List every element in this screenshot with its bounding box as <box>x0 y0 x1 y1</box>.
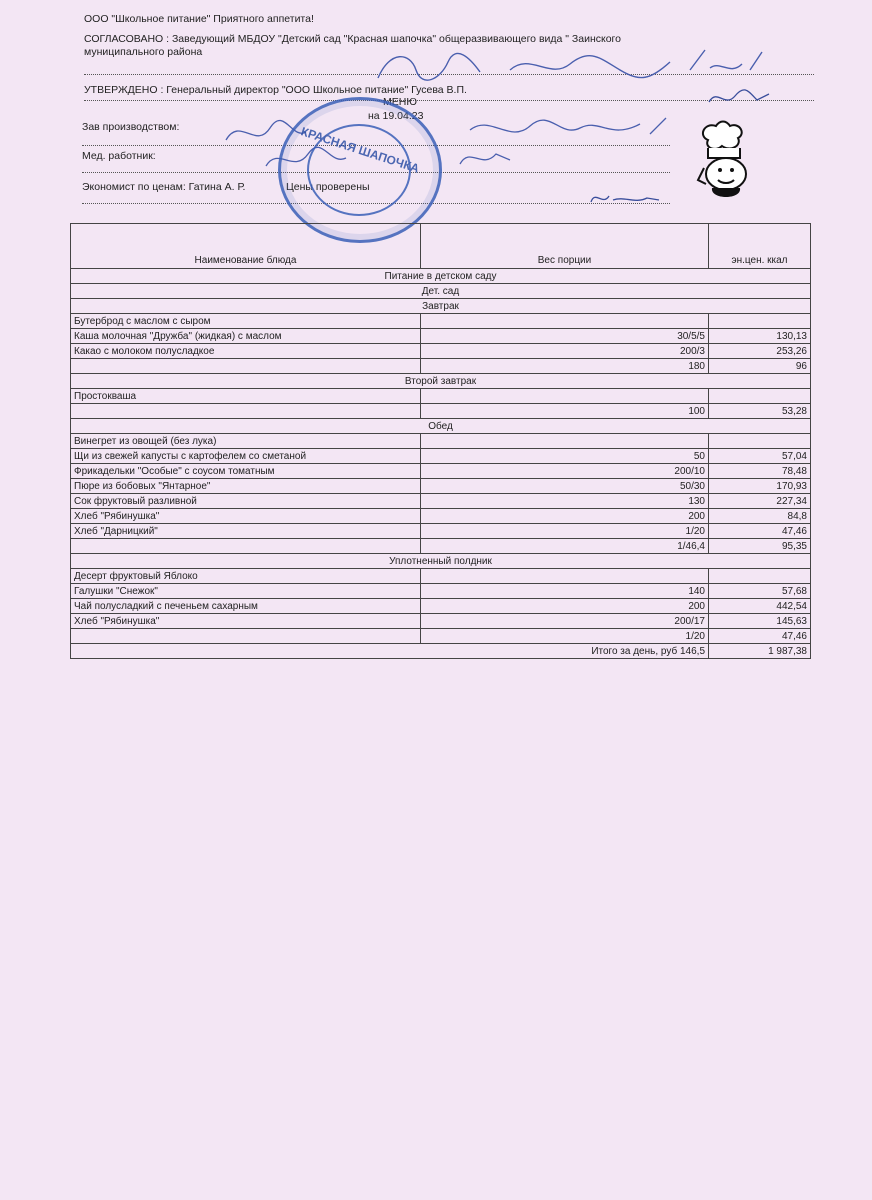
section-row <box>71 284 811 299</box>
table-row <box>71 464 811 479</box>
dish-weight: 1/20 <box>421 629 709 644</box>
table-row <box>71 329 811 344</box>
dish-name: Пюре из бобовых "Янтарное" <box>71 479 421 494</box>
table-row <box>71 539 811 554</box>
table-row <box>71 434 811 449</box>
dish-name: Какао с молоком полусладкое <box>71 344 421 359</box>
dish-energy: 53,28 <box>709 404 811 419</box>
table-row <box>71 359 811 374</box>
dish-energy: 170,93 <box>709 479 811 494</box>
dish-energy: 442,54 <box>709 599 811 614</box>
table-row <box>71 344 811 359</box>
dish-name: Хлеб "Дарницкий" <box>71 524 421 539</box>
handwritten-signature-agreed <box>370 40 770 90</box>
table-row <box>71 569 811 584</box>
dish-energy: 47,46 <box>709 629 811 644</box>
dish-name <box>71 539 421 554</box>
total-spacer <box>71 644 421 659</box>
dish-name <box>71 359 421 374</box>
section-title: Завтрак <box>71 299 811 314</box>
handwritten-signature-approved <box>705 84 775 110</box>
section-row-snack <box>71 554 811 569</box>
dish-energy: 78,48 <box>709 464 811 479</box>
dish-name: Фрикадельки "Особые" с соусом томатным <box>71 464 421 479</box>
table-row <box>71 449 811 464</box>
section-title: Второй завтрак <box>71 374 811 389</box>
menu-table <box>70 223 811 659</box>
dish-weight: 50 <box>421 449 709 464</box>
dish-name <box>71 404 421 419</box>
dish-weight <box>421 314 709 329</box>
dish-energy: 57,04 <box>709 449 811 464</box>
dish-weight <box>421 434 709 449</box>
dish-name: Щи из свежей капусты с картофелем со сметаной <box>71 449 421 464</box>
section-title: Питание в детском саду <box>71 269 811 284</box>
chef-logo-icon <box>690 118 762 210</box>
section-title: Дет. сад <box>71 284 811 299</box>
organization-stamp <box>278 97 442 243</box>
economist-label: Экономист по ценам: Гатина А. Р. <box>82 181 246 193</box>
dish-name: Винегрет из овощей (без лука) <box>71 434 421 449</box>
section-title: Уплотненный полдник <box>71 554 811 569</box>
table-row <box>71 614 811 629</box>
table-row <box>71 599 811 614</box>
dish-weight: 140 <box>421 584 709 599</box>
table-row <box>71 314 811 329</box>
dish-energy: 47,46 <box>709 524 811 539</box>
section-title: Обед <box>71 419 811 434</box>
dish-weight: 200/3 <box>421 344 709 359</box>
table-row <box>71 389 811 404</box>
total-label: Итого за день, руб 146,5 <box>421 644 709 659</box>
dish-energy: 227,34 <box>709 494 811 509</box>
dish-energy: 130,13 <box>709 329 811 344</box>
dish-energy <box>709 434 811 449</box>
table-header-row <box>71 224 811 269</box>
prices-checked-label: Цены проверены <box>286 181 370 193</box>
dish-energy: 96 <box>709 359 811 374</box>
table-row <box>71 629 811 644</box>
agreed-line-continued: муниципального района <box>84 46 203 58</box>
dish-name: Сок фруктовый разливной <box>71 494 421 509</box>
dish-weight: 100 <box>421 404 709 419</box>
dish-energy <box>709 569 811 584</box>
table-row <box>71 584 811 599</box>
dish-name: Каша молочная "Дружба" (жидкая) с маслом <box>71 329 421 344</box>
dish-energy: 57,68 <box>709 584 811 599</box>
production-manager-label: Зав производством: <box>82 121 180 133</box>
dish-energy: 84,8 <box>709 509 811 524</box>
menu-date: на 19.04.23 <box>368 110 424 122</box>
dish-name: Десерт фруктовый Яблоко <box>71 569 421 584</box>
dish-weight: 30/5/5 <box>421 329 709 344</box>
dish-weight: 1/20 <box>421 524 709 539</box>
stamp-text: КРАСНАЯ ШАПОЧКА <box>299 124 422 176</box>
total-value: 1 987,38 <box>709 644 811 659</box>
table-row <box>71 494 811 509</box>
dish-weight <box>421 389 709 404</box>
column-header-weight: Вес порции <box>421 224 709 269</box>
section-row-lunch <box>71 419 811 434</box>
dish-energy <box>709 314 811 329</box>
table-row <box>71 404 811 419</box>
section-row-second-breakfast <box>71 374 811 389</box>
dish-name: Чай полусладкий с печеньем сахарным <box>71 599 421 614</box>
dish-name: Галушки "Снежок" <box>71 584 421 599</box>
dish-name: Бутерброд с маслом с сыром <box>71 314 421 329</box>
dish-energy: 253,26 <box>709 344 811 359</box>
dish-energy: 145,63 <box>709 614 811 629</box>
dish-energy <box>709 389 811 404</box>
dish-weight <box>421 569 709 584</box>
dish-weight: 130 <box>421 494 709 509</box>
dish-weight: 180 <box>421 359 709 374</box>
dish-energy: 95,35 <box>709 539 811 554</box>
dish-weight: 200/10 <box>421 464 709 479</box>
dish-name <box>71 629 421 644</box>
dish-weight: 200 <box>421 509 709 524</box>
handwritten-signature-economist <box>585 186 665 210</box>
dish-weight: 1/46,4 <box>421 539 709 554</box>
menu-title: МЕНЮ <box>383 96 417 108</box>
dish-name: Простокваша <box>71 389 421 404</box>
section-row-breakfast <box>71 299 811 314</box>
agreed-line: СОГЛАСОВАНО : Заведующий МБДОУ "Детский сад "Красная шапочка" общеразвивающего вида " Заинского <box>84 33 621 45</box>
medic-label: Мед. работник: <box>82 150 156 162</box>
dish-name: Хлеб "Рябинушка" <box>71 614 421 629</box>
dish-weight: 50/30 <box>421 479 709 494</box>
column-header-energy: эн.цен. ккал <box>709 224 811 269</box>
dish-name: Хлеб "Рябинушка" <box>71 509 421 524</box>
dish-weight: 200 <box>421 599 709 614</box>
dish-weight: 200/17 <box>421 614 709 629</box>
table-row <box>71 524 811 539</box>
company-line: ООО "Школьное питание" Приятного аппетита! <box>84 13 314 25</box>
approved-line: УТВЕРЖДЕНО : Генеральный директор "ООО Школьное питание" Гусева В.П. <box>84 84 467 96</box>
total-row <box>71 644 811 659</box>
table-row <box>71 479 811 494</box>
section-row <box>71 269 811 284</box>
table-row <box>71 509 811 524</box>
column-header-dish: Наименование блюда <box>71 224 421 269</box>
